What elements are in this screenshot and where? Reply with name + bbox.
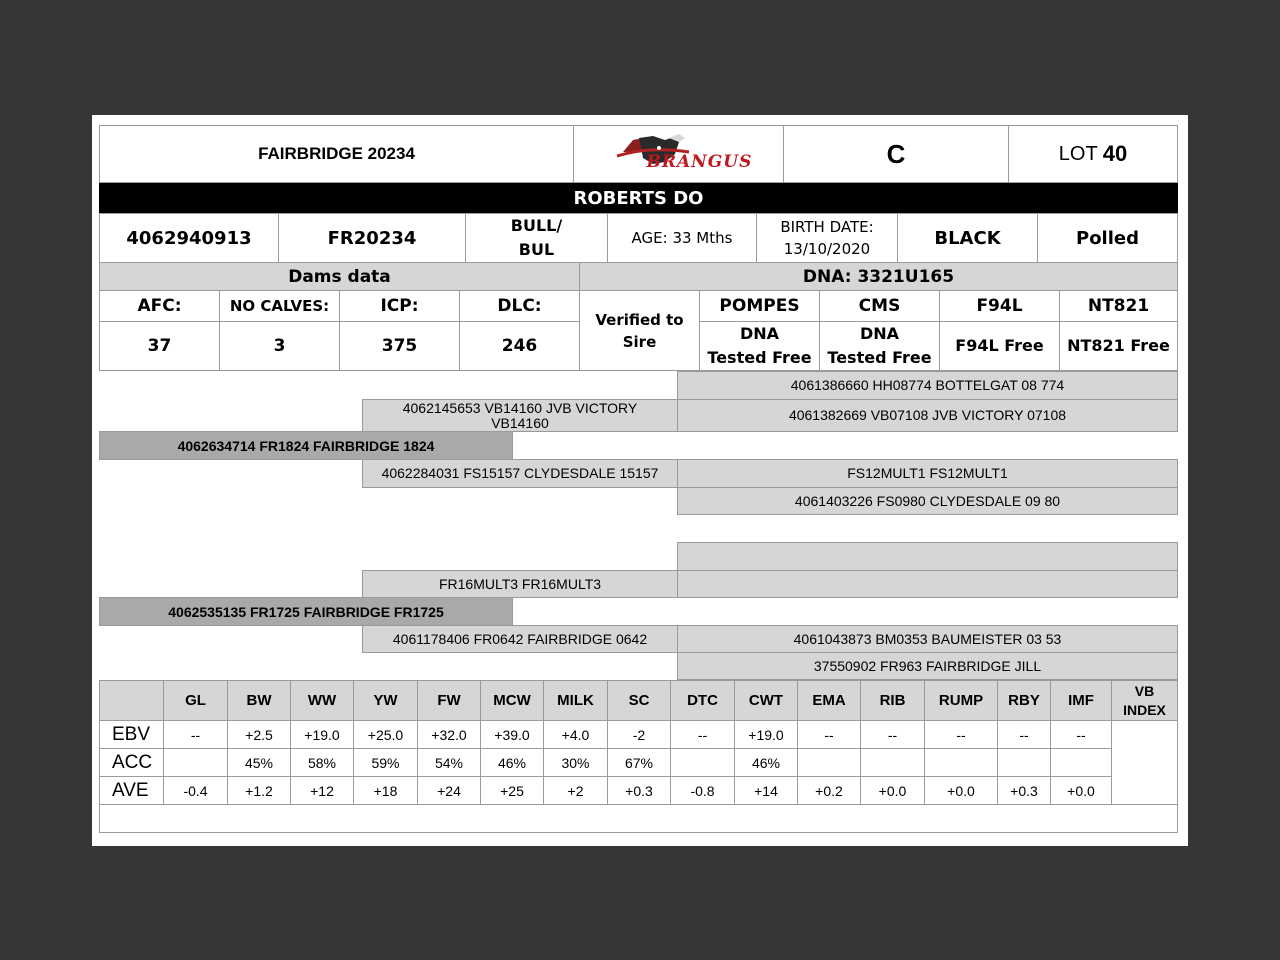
cell-ebv-bw: +2.5	[227, 720, 291, 749]
animal-tag: FR20234	[327, 227, 417, 249]
birth-cell	[756, 213, 898, 263]
pedigree-dam-sire: FR16MULT3 FR16MULT3	[362, 570, 678, 598]
pedigree-sire-sire: 4062145653 VB14160 JVB VICTORY VB14160	[362, 399, 678, 432]
cell-ebv-imf: --	[1050, 720, 1112, 749]
cell-ebv-rump: --	[924, 720, 998, 749]
type-cell	[465, 213, 608, 263]
birth-label: BIRTH DATE:	[780, 218, 874, 236]
pedigree-sire-dam-dam: 4061403226 FS0980 CLYDESDALE 09 80	[677, 487, 1178, 515]
cell-acc-mcw: 46%	[480, 748, 544, 777]
grade: C	[886, 138, 906, 169]
brangus-logo	[609, 132, 753, 176]
cell-ave-rump: +0.0	[924, 776, 998, 805]
cell-acc-ww: 58%	[290, 748, 354, 777]
animal-id: 4062940913	[126, 227, 252, 249]
animal-type-line2: BUL	[518, 240, 555, 259]
pedigree-dam-dam-dam: 37550902 FR963 FAIRBRIDGE JILL	[677, 652, 1178, 680]
dams-value-dlc: 246	[459, 321, 580, 371]
header-gl: GL	[163, 680, 228, 721]
dams-value-afc: 37	[99, 321, 220, 371]
horn-cell	[1037, 213, 1178, 263]
cell-ave-dtc: -0.8	[670, 776, 735, 805]
verified-line1: Verified to	[595, 310, 684, 329]
cell-ebv-fw: +32.0	[417, 720, 481, 749]
logo-text: BRANGUS	[646, 152, 753, 172]
cell-acc-bw: 45%	[227, 748, 291, 777]
header-bw: BW	[227, 680, 291, 721]
cell-ave-ww: +12	[290, 776, 354, 805]
cell-acc-dtc	[670, 748, 735, 777]
header-rby: RBY	[997, 680, 1051, 721]
cell-ave-mcw: +25	[480, 776, 544, 805]
animal-horn: Polled	[1076, 227, 1139, 249]
cell-acc-rby	[997, 748, 1051, 777]
birth-date: 13/10/2020	[783, 240, 871, 258]
pedigree-dam-sire-dam	[677, 570, 1178, 598]
pedigree-dam-dam-sire: 4061043873 BM0353 BAUMEISTER 03 53	[677, 625, 1178, 653]
header-dtc: DTC	[670, 680, 735, 721]
animal-type-line1: BULL/	[510, 216, 563, 235]
header-cwt: CWT	[734, 680, 798, 721]
animal-name: FAIRBRIDGE 20234	[258, 144, 415, 163]
pedigree-sire: 4062634714 FR1824 FAIRBRIDGE 1824	[99, 431, 513, 460]
header-rump: RUMP	[924, 680, 998, 721]
header-ema: EMA	[797, 680, 861, 721]
logo-cell	[573, 125, 784, 183]
footer-row	[99, 804, 1178, 833]
lot-card	[92, 115, 1188, 846]
lot-number: 40	[1102, 141, 1128, 166]
dna-test-nt821: NT821	[1059, 290, 1178, 322]
cell-acc-gl	[163, 748, 228, 777]
header-fw: FW	[417, 680, 481, 721]
pedigree-sire-dam: 4062284031 FS15157 CLYDESDALE 15157	[362, 459, 678, 488]
cell-ave-fw: +24	[417, 776, 481, 805]
vb-index-value	[1111, 720, 1178, 805]
cell-ave-bw: +1.2	[227, 776, 291, 805]
cell-ebv-rby: --	[997, 720, 1051, 749]
cell-ave-milk: +2	[543, 776, 608, 805]
row-label-acc: ACC	[99, 748, 164, 777]
header-imf: IMF	[1050, 680, 1112, 721]
header-rib: RIB	[860, 680, 925, 721]
cell-ave-imf: +0.0	[1050, 776, 1112, 805]
lot-cell	[1008, 125, 1178, 183]
cell-ebv-rib: --	[860, 720, 925, 749]
pedigree-dam-sire-sire	[677, 542, 1178, 571]
cell-ave-sc: +0.3	[607, 776, 671, 805]
cell-acc-imf	[1050, 748, 1112, 777]
cell-ebv-ema: --	[797, 720, 861, 749]
cell-acc-rump	[924, 748, 998, 777]
cell-ebv-sc: -2	[607, 720, 671, 749]
cell-acc-cwt: 46%	[734, 748, 798, 777]
cell-acc-rib	[860, 748, 925, 777]
cell-ebv-yw: +25.0	[353, 720, 418, 749]
colour-cell	[897, 213, 1038, 263]
header-sc: SC	[607, 680, 671, 721]
pedigree-sire-dam-sire: FS12MULT1 FS12MULT1	[677, 459, 1178, 488]
banner-text: ROBERTS DO	[573, 187, 704, 209]
dna-title: DNA: 3321U165	[802, 266, 955, 287]
dna-test-pompes: POMPES	[699, 290, 820, 322]
cell-ave-ema: +0.2	[797, 776, 861, 805]
cell-ave-yw: +18	[353, 776, 418, 805]
cell-acc-milk: 30%	[543, 748, 608, 777]
dna-title-cell	[579, 262, 1178, 291]
row-label-ebv: EBV	[99, 720, 164, 749]
ebv-table-corner	[99, 680, 164, 721]
animal-age: AGE: 33 Mths	[631, 229, 733, 247]
age-cell	[607, 213, 757, 263]
header-mcw: MCW	[480, 680, 544, 721]
pedigree-sire-sire-dam: 4061382669 VB07108 JVB VICTORY 07108	[677, 399, 1178, 432]
dna-result-nt821: NT821 Free	[1059, 321, 1178, 371]
banner	[99, 183, 1178, 213]
dams-label-dlc: DLC:	[459, 290, 580, 322]
cell-ebv-mcw: +39.0	[480, 720, 544, 749]
cell-acc-yw: 59%	[353, 748, 418, 777]
dna-test-f94l: F94L	[939, 290, 1060, 322]
tag-cell	[278, 213, 466, 263]
header-yw: YW	[353, 680, 418, 721]
row-label-ave: AVE	[99, 776, 164, 805]
dna-result-f94l: F94L Free	[939, 321, 1060, 371]
cell-ave-rib: +0.0	[860, 776, 925, 805]
dams-title: Dams data	[288, 266, 391, 287]
dams-title-cell	[99, 262, 580, 291]
dna-result-pompes: DNA Tested Free	[699, 321, 820, 371]
verified-line2: Sire	[622, 332, 657, 351]
cell-acc-fw: 54%	[417, 748, 481, 777]
animal-name-cell	[99, 125, 574, 183]
pedigree-sire-sire-sire: 4061386660 HH08774 BOTTELGAT 08 774	[677, 371, 1178, 400]
header-milk: MILK	[543, 680, 608, 721]
pedigree-dam-dam: 4061178406 FR0642 FAIRBRIDGE 0642	[362, 625, 678, 653]
dna-result-cms: DNA Tested Free	[819, 321, 940, 371]
id-cell	[99, 213, 279, 263]
cell-ave-rby: +0.3	[997, 776, 1051, 805]
cell-ave-cwt: +14	[734, 776, 798, 805]
animal-colour: BLACK	[934, 227, 1001, 249]
dna-test-cms: CMS	[819, 290, 940, 322]
grade-cell	[783, 125, 1009, 183]
dams-label-icp: ICP:	[339, 290, 460, 322]
dams-label-no-calves: NO CALVES:	[219, 290, 340, 322]
cell-ebv-milk: +4.0	[543, 720, 608, 749]
lot-label: LOT	[1058, 142, 1098, 165]
pedigree-dam: 4062535135 FR1725 FAIRBRIDGE FR1725	[99, 597, 513, 626]
cell-acc-sc: 67%	[607, 748, 671, 777]
dams-value-icp: 375	[339, 321, 460, 371]
vb-index-header: VB INDEX	[1111, 680, 1178, 721]
cell-acc-ema	[797, 748, 861, 777]
cell-ebv-dtc: --	[670, 720, 735, 749]
cell-ebv-gl: --	[163, 720, 228, 749]
dams-label-afc: AFC:	[99, 290, 220, 322]
cell-ebv-cwt: +19.0	[734, 720, 798, 749]
cell-ave-gl: -0.4	[163, 776, 228, 805]
verified-cell	[579, 290, 700, 371]
cell-ebv-ww: +19.0	[290, 720, 354, 749]
header-ww: WW	[290, 680, 354, 721]
dams-value-no-calves: 3	[219, 321, 340, 371]
